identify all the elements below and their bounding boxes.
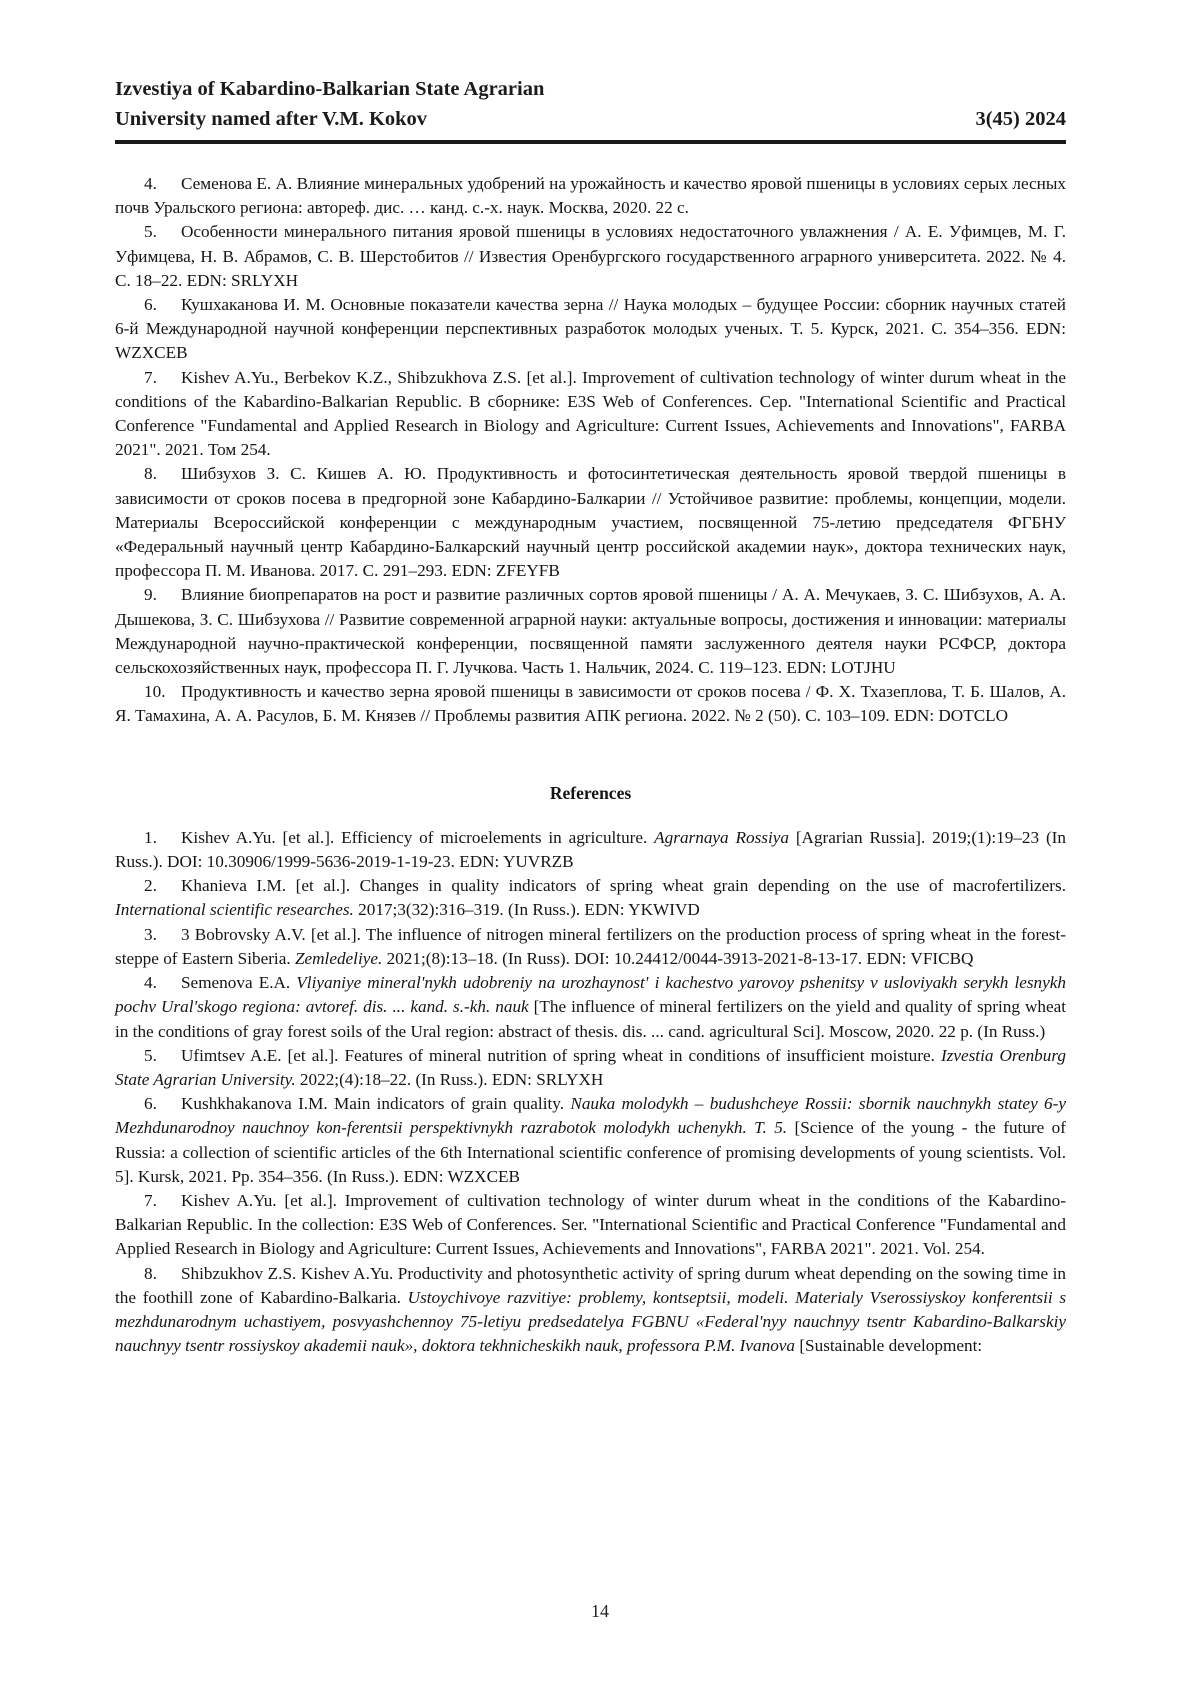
reference-number: 7.: [144, 1190, 157, 1210]
reference-number: 10.: [144, 682, 166, 702]
reference-source-title: Vliyaniye mineral'nykh udobreniy na urozhaynost' i kachestvo yarovoy pshenitsy v usloviyakh serykh lesnykh pochv Ural'skogo regiona: avtoref. dis. ... kand. s.-kh. nauk: [115, 973, 1066, 1017]
reference-text: Semenova E.A.: [181, 973, 297, 993]
journal-header-line2: [115, 104, 1066, 134]
reference-number: 5.: [144, 222, 157, 242]
reference-source-title: Zemledeliye.: [294, 948, 383, 968]
reference-item: [115, 583, 1066, 680]
reference-source-title: International scientific researches.: [115, 900, 354, 920]
reference-text: Kishev A.Yu. [et al.]. Efficiency of microelements in agriculture.: [181, 827, 655, 847]
reference-item: [115, 293, 1066, 366]
journal-header: [115, 74, 1066, 134]
reference-item: [115, 874, 1066, 922]
reference-source-title: Ustoychivoye razvitiye: problemy, kontseptsii, modeli. Materialy Vserossiyskoy konferentsii s mezhdunarodnym uchastiyem, posvyashchennoy 75-letiyu predsedatelya FGBNU «Federal'nyy nauchnyy tsentr Kabardino-Balkarskiy nauchnyy tsentr rossiyskoy akademii nauk», doktora tekhnicheskikh nauk, professora P.M. Ivanova: [115, 1287, 1067, 1356]
reference-item: [115, 826, 1066, 874]
issue-number: 3(45) 2024: [975, 108, 1066, 130]
reference-number: 1.: [144, 827, 157, 847]
reference-text: 2022;(4):18–22. (In Russ.). EDN: SRLYXH: [295, 1069, 604, 1089]
reference-number: 6.: [144, 1094, 157, 1114]
reference-text: Семенова Е. А. Влияние минеральных удобрений на урожайность и качество яровой пшеницы в условиях серых лесных почв Уральского региона: автореф. дис. … канд. с.-х. наук. Москва, 2020. 22 с.: [115, 174, 1066, 218]
reference-text: Ufimtsev A.E. [et al.]. Features of mineral nutrition of spring wheat in conditions of insufficient moisture.: [181, 1045, 941, 1065]
reference-text: [Sustainable development:: [795, 1336, 983, 1356]
reference-text: 2017;3(32):316–319. (In Russ.). EDN: YKWIVD: [353, 900, 700, 920]
english-reference-list: [115, 826, 1066, 1358]
reference-text: 3 Bobrovsky A.V. [et al.]. The influence of nitrogen mineral fertilizers on the production process of spring wheat in the forest-steppe of Eastern Siberia.: [115, 924, 1066, 968]
reference-number: 2.: [144, 876, 157, 896]
reference-item: [115, 1044, 1066, 1092]
journal-title-line1: Izvestiya of Kabardino-Balkarian State Agrarian: [115, 78, 545, 100]
reference-number: 6.: [144, 295, 157, 315]
reference-number: 3.: [144, 924, 157, 944]
journal-title-line2: University named after V.M. Kokov: [115, 108, 428, 130]
reference-number: 8.: [144, 1263, 157, 1283]
reference-item: [115, 220, 1066, 293]
header-divider: [115, 140, 1066, 144]
reference-text: Продуктивность и качество зерна яровой пшеницы в зависимости от сроков посева / Ф. Х. Тхазеплова, Т. Б. Шалов, А. Я. Тамахина, А. А. Расулов, Б. М. Князев // Проблемы развития АПК региона. 2022. № 2 (50). С. 103–109. EDN: DOTCLO: [115, 682, 1066, 726]
reference-item: [115, 366, 1066, 463]
reference-item: [115, 1262, 1066, 1359]
reference-text: Kushkhakanova I.M. Main indicators of grain quality.: [181, 1094, 571, 1114]
reference-text: [Science of the young - the future of Russia: a collection of scientific articles of the 6th International scientific conference of promising developments of young scientists. Vol. 5]. Kursk, 2021. Pp. 354–356. (In Russ.). EDN: WZXCEB: [115, 1118, 1067, 1186]
reference-number: 8.: [144, 464, 157, 484]
reference-item: [115, 1189, 1066, 1262]
reference-source-title: Nauka molodykh – budushcheye Rossii: sbornik nauchnykh statey 6-y Mezhdunarodnoy nauchnoy kon-ferentsii perspektivnykh razrabotok molodykh uchenykh. T. 5.: [115, 1094, 1066, 1138]
reference-text: Шибзухов З. С. Кишев А. Ю. Продуктивность и фотосинтетическая деятельность яровой твердой пшеницы в зависимости от сроков посева в предгорной зоне Кабардино-Балкарии // Устойчивое развитие: проблемы, концепции, модели. Материалы Всероссийской конференции с международным участием, посвященной 75-летию председателя ФГБНУ «Федеральный научный центр Кабардино-Балкарский научный центр российской академии наук», доктора технических наук, профессора П. М. Иванова. 2017. С. 291–293. EDN: ZFEYFB: [115, 464, 1066, 581]
references-heading: References: [549, 782, 632, 803]
reference-text: Khanieva I.M. [et al.]. Changes in quality indicators of spring wheat grain depending on the use of macrofertilizers.: [181, 876, 1066, 896]
russian-reference-list: [115, 172, 1066, 729]
reference-number: 4.: [144, 973, 157, 993]
reference-number: 9.: [144, 585, 157, 605]
reference-text: 2021;(8):13–18. (In Russ). DOI: 10.24412/0044-3913-2021-8-13-17. EDN: VFICBQ: [382, 948, 974, 968]
reference-source-title: Agrarnaya Rossiya: [654, 827, 789, 847]
reference-item: [115, 172, 1066, 220]
reference-number: 4.: [144, 174, 157, 193]
reference-number: 5.: [144, 1045, 157, 1065]
page-number: 14: [591, 1601, 609, 1621]
reference-text: Shibzukhov Z.S. Kishev A.Yu. Productivity and photosynthetic activity of spring durum wheat depending on the sowing time in the foothill zone of Kabardino-Balkaria.: [115, 1263, 1066, 1307]
page-content: [115, 172, 1066, 1358]
reference-text: [The influence of mineral fertilizers on the yield and quality of spring wheat in the conditions of gray forest soils of the Ural region: abstract of thesis. dis. ... cand. agricultural Sci]. Moscow, 2020. 22 p. (In Russ.): [115, 997, 1066, 1041]
reference-text: Kishev A.Yu. [et al.]. Improvement of cultivation technology of winter durum wheat in the conditions of the Kabardino-Balkarian Republic. In the collection: E3S Web of Conferences. Ser. "International Scientific and Practical Conference "Fundamental and Applied Research in Biology and Agriculture: Current Issues, Achievements and Innovations", FARBA 2021". 2021. Vol. 254.: [115, 1190, 1066, 1259]
reference-text: Кушхаканова И. М. Основные показатели качества зерна // Наука молодых – будущее России: сборник научных статей 6-й Международной научной конференции перспективных разработок молодых ученых. Т. 5. Курск, 2021. С. 354–356. EDN: WZXCEB: [115, 295, 1066, 363]
reference-text: Особенности минерального питания яровой пшеницы в условиях недостаточного увлажнения / А. Е. Уфимцев, М. Г. Уфимцева, Н. В. Абрамов, С. В. Шерстобитов // Известия Оренбургского государственного аграрного университета. 2022. № 4. С. 18–22. EDN: SRLYXH: [115, 222, 1066, 290]
reference-text: [Agrarian Russia]. 2019;(1):19–23 (In Russ.). DOI: 10.30906/1999-5636-2019-1-19-23. EDN: YUVRZB: [115, 827, 1066, 872]
reference-text: Влияние биопрепаратов на рост и развитие различных сортов яровой пшеницы / А. А. Мечукаев, З. С. Шибзухов, А. А. Дышекова, З. С. Шибзухова // Развитие современной аграрной науки: актуальные вопросы, достижения и инновации: материалы Международной научно-практической конференции, посвященной памяти заслуженного деятеля науки РСФСР, доктора сельскохозяйственных наук, профессора П. Г. Лучкова. Часть 1. Нальчик, 2024. С. 119–123. EDN: LOTJHU: [115, 585, 1066, 678]
reference-text: Kishev A.Yu., Berbekov K.Z., Shibzukhova Z.S. [et al.]. Improvement of cultivation technology of winter durum wheat in the conditions of the Kabardino-Balkarian Republic. В сборнике: E3S Web of Conferences. Сер. "International Scientific and Practical Conference "Fundamental and Applied Research in Biology and Agriculture: Current Issues, Achievements and Innovations", FARBA 2021". 2021. Том 254.: [115, 367, 1066, 460]
reference-item: [115, 923, 1066, 971]
reference-source-title: Izvestia Orenburg State Agrarian University.: [115, 1045, 1066, 1089]
reference-item: [115, 680, 1066, 728]
reference-item: [115, 1092, 1066, 1189]
reference-number: 7.: [144, 367, 157, 387]
reference-item: [115, 971, 1066, 1044]
reference-item: [115, 462, 1066, 583]
